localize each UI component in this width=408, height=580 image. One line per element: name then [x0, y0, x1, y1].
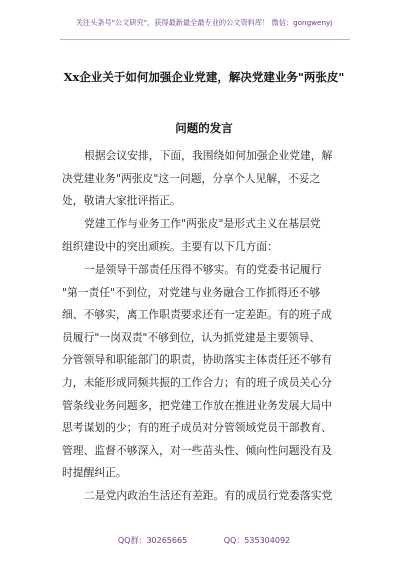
- paragraph-point-one: [62, 259, 348, 485]
- text-line: 员履行"一岗双责"不够到位，认为抓党建是主要领导、: [62, 330, 321, 344]
- promo-banner: 关注头条号"公文研究"，获得最新最全最专业的公文资料库！ 微信：gongwenyj: [75, 18, 333, 27]
- text-line: 根据会议安排，下面，我围绕如何加强企业党建，解: [84, 149, 333, 162]
- text-line: 思考谋划的少；有的班子成员对分管领域党员干部教育、: [62, 421, 332, 435]
- text-line: 时提醒纠正。: [62, 466, 127, 480]
- qq-group-label: QQ群：30265665: [117, 536, 188, 545]
- text-line: 管条线业务问题多，把党建工作放在推进业务发展大局中: [62, 398, 332, 412]
- text-line: 力，未能形成同频共振的工作合力；有的班子成员关心分: [62, 375, 332, 389]
- paragraph-point-two: [62, 485, 348, 508]
- text-line: 党建工作与业务工作"两张皮"是形式主义在基层党: [84, 217, 321, 230]
- text-line: 分管领导和职能部门的职责，协助落实主体责任还不够有: [62, 353, 332, 367]
- banner-divider: [60, 39, 350, 40]
- paragraph-intro: [62, 145, 348, 213]
- text-line: 管理、监督不够深入，对一些苗头性、倾向性问题没有及: [62, 443, 332, 457]
- document-title: Xx企业关于如何加强企业党建，解决党建业务"两张皮": [63, 70, 345, 84]
- page-footer: [0, 535, 408, 546]
- text-line: 一是领导干部责任压得不够实。有的党委书记履行: [84, 263, 322, 276]
- text-line: 组织建设中的突出顽疾。主要有以下几方面：: [62, 239, 278, 253]
- text-line: 细、不够实，离工作职责要求还有一定差距。有的班子成: [62, 308, 332, 322]
- text-line: 决党建业务"两张皮"这一问题，分享个人见解，不妥之: [62, 171, 321, 185]
- text-line: 处，敬请大家批评指正。: [62, 194, 181, 208]
- text-line: "第一责任"不到位，对党建与业务融合工作抓得还不够: [62, 285, 321, 299]
- qq-contact-label: QQ：535304092: [223, 536, 291, 545]
- text-line: 二是党内政治生活还有差距。有的成员行党委落实党: [84, 489, 333, 502]
- document-subtitle: 问题的发言: [175, 121, 233, 135]
- paragraph-overview: [62, 213, 348, 258]
